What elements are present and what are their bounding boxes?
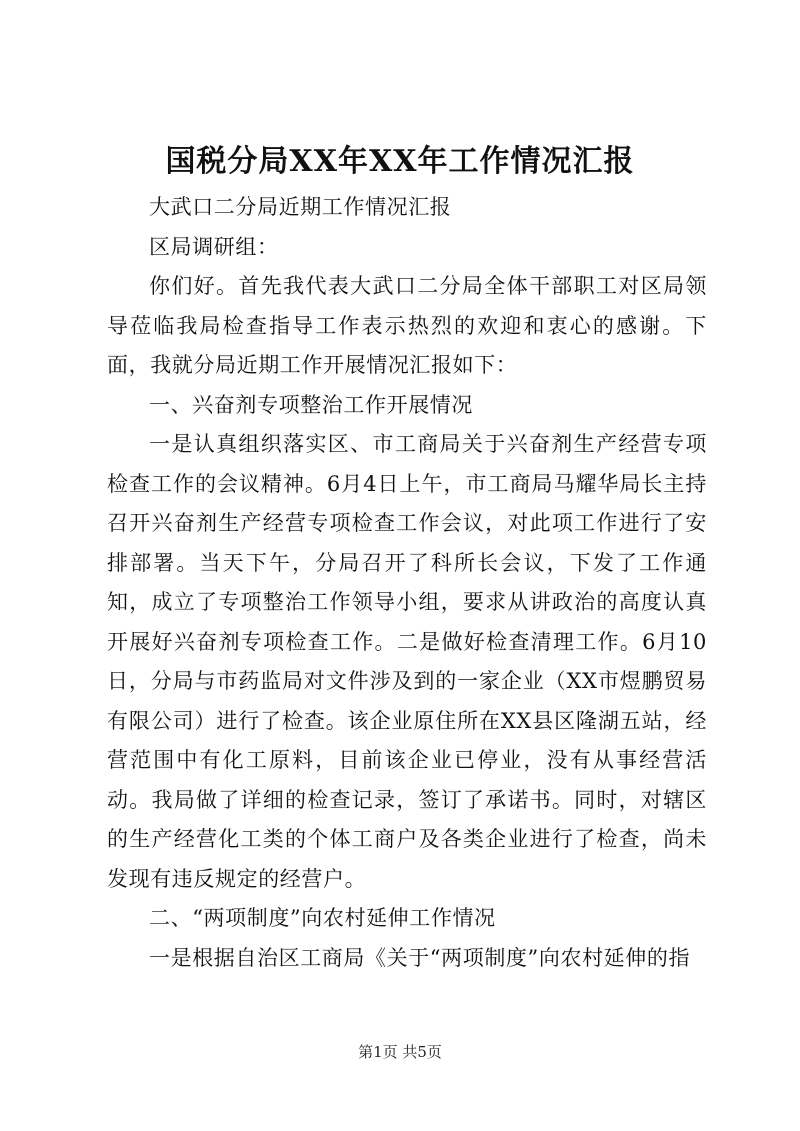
- paragraph-subtitle: 大武口二分局近期工作情况汇报: [149, 195, 452, 219]
- section-heading-2: 二、“两项制度”向农村延伸工作情况: [149, 906, 496, 930]
- document-body: [107, 188, 707, 978]
- paragraph-section-2: 一是根据自治区工商局《关于“两项制度”向农村延伸的指: [149, 945, 691, 970]
- paragraph-section-1: 一是认真组织落实区、市工商局关于兴奋剂生产经营专项检查工作的会议精神。6月4日上午，市工商局马耀华局长主持召开兴奋剂生产经营专项检查工作会议，对此项工作进行了安排部署。当天下午，分局召开了科所长会议，下发了工作通知，成立了专项整治工作领导小组，要求从讲政治的高度认真开展好兴奋剂专项检查工作。二是做好检查清理工作。6月10日，分局与市药监局对文件涉及到的一家企业（XX市煜鹏贸易有限公司）进行了检查。该企业原住所在XX县区隆湖五站，经营范围中有化工原料，目前该企业已停业，没有从事经营活动。我局做了详细的检查记录，签订了承诺书。同时，对辖区的生产经营化工类的个体工商户及各类企业进行了检查，尚未发现有违反规定的经营户。: [107, 432, 707, 891]
- paragraph-greeting: 你们好。首先我代表大武口二分局全体干部职工对区局领导莅临我局检查指导工作表示热烈的欢迎和衷心的感谢。下面，我就分局近期工作开展情况汇报如下：: [107, 274, 707, 377]
- page-footer: 第1页 共5页: [358, 1043, 442, 1061]
- paragraph-salutation: 区局调研组：: [149, 234, 279, 259]
- section-heading-1: 一、兴奋剂专项整治工作开展情况: [149, 392, 473, 417]
- document-title: 国税分局XX年XX年工作情况汇报: [165, 144, 635, 179]
